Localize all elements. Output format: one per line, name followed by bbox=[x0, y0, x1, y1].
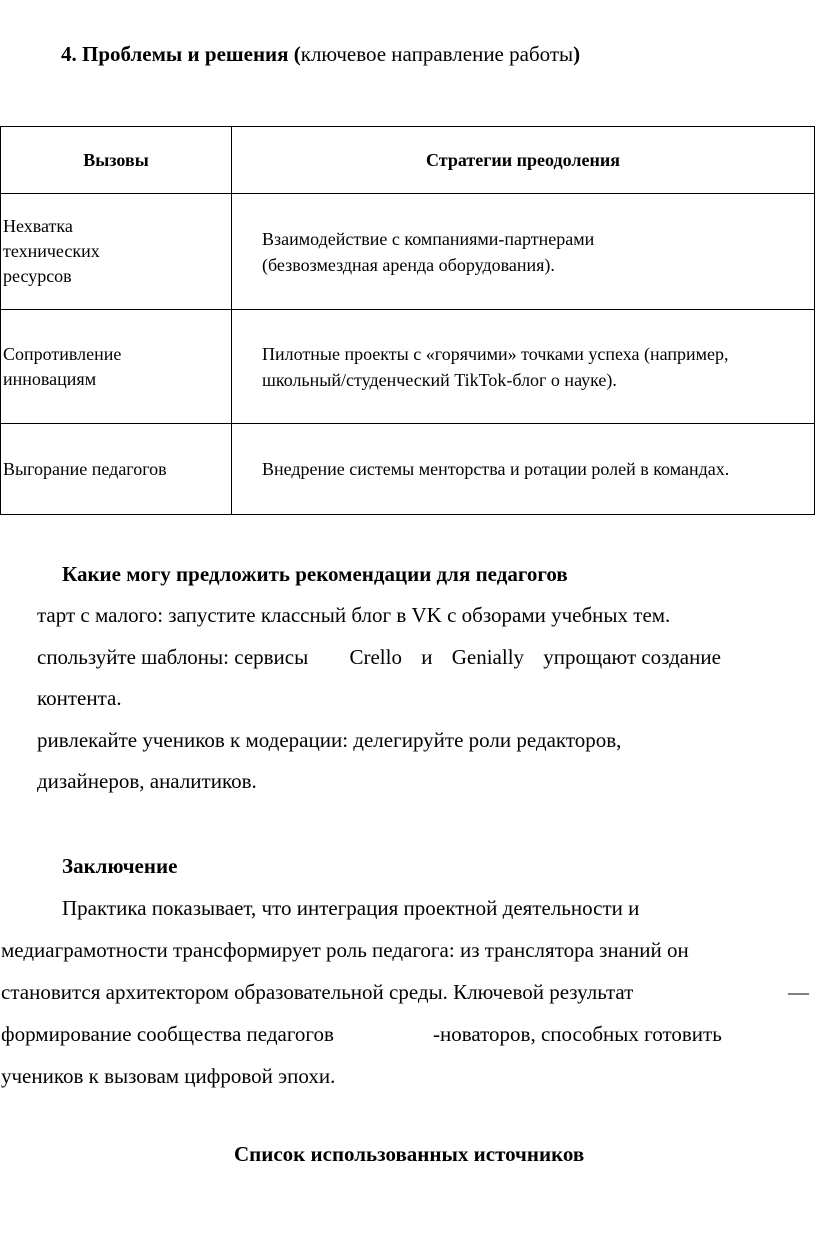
crello-name: Crello bbox=[349, 645, 402, 669]
challenge-text: Выгорание педагогов bbox=[3, 458, 167, 479]
strategy-text: Пилотные проекты с «горячими» точками успеха (например, школьный/студенческий TikTok-блог о науке). bbox=[262, 343, 729, 390]
table-row bbox=[1, 310, 815, 424]
section-heading-subtitle: ключевое направление работы bbox=[300, 42, 574, 66]
strategy-cell bbox=[232, 194, 815, 310]
conclusion-line: Практика показывает, что интеграция проектной деятельности и bbox=[62, 896, 640, 920]
section-heading-close: ) bbox=[573, 42, 581, 66]
challenge-text: Сопротивление инновациям bbox=[3, 343, 122, 389]
table-row bbox=[1, 194, 815, 310]
strategy-cell bbox=[232, 424, 815, 515]
header-challenges: Вызовы bbox=[1, 127, 232, 194]
recommendation-line: ривлекайте учеников к модерации: делегируйте роли редакторов, bbox=[37, 728, 622, 752]
conclusion-line: учеников к вызовам цифровой эпохи. bbox=[1, 1064, 336, 1088]
genially-name: Genially bbox=[451, 645, 525, 669]
strategy-text: Взаимодействие с компаниями-партнерами (безвозмездная аренда оборудования). bbox=[262, 228, 595, 275]
recommendation-line bbox=[37, 636, 721, 678]
recommendation-line: контента. bbox=[37, 686, 122, 710]
recommendation-line: дизайнеров, аналитиков. bbox=[37, 769, 257, 793]
challenges-table bbox=[0, 126, 815, 515]
section-heading bbox=[61, 42, 580, 67]
table-header-row bbox=[1, 127, 815, 194]
recommendations-title: Какие могу предложить рекомендации для педагогов bbox=[62, 562, 568, 586]
recommendation-text: спользуйте шаблоны: сервисы bbox=[37, 645, 309, 669]
conclusion-line: -новаторов, способных готовить bbox=[433, 1022, 722, 1046]
recommendation-line: тарт с малого: запустите классный блог в VK с обзорами учебных тем. bbox=[37, 603, 671, 627]
challenge-cell bbox=[1, 310, 232, 424]
recommendation-text: упрощают создание bbox=[543, 645, 721, 669]
conclusion-line: формирование сообщества педагогов bbox=[1, 1022, 334, 1046]
strategy-text: Внедрение системы менторства и ротации ролей в командах. bbox=[262, 459, 730, 479]
strategy-cell bbox=[232, 310, 815, 424]
challenge-cell bbox=[1, 424, 232, 515]
recommendation-text: и bbox=[421, 645, 433, 669]
table-row bbox=[1, 424, 815, 515]
sources-title: Список использованных источников bbox=[234, 1142, 585, 1166]
conclusion-line: медиаграмотности трансформирует роль педагога: из транслятора знаний он bbox=[1, 938, 689, 962]
challenge-cell bbox=[1, 194, 232, 310]
conclusion-line: становится архитектором образовательной среды. Ключевой результат bbox=[1, 980, 634, 1004]
header-strategies: Стратегии преодоления bbox=[232, 127, 815, 194]
em-dash: — bbox=[788, 980, 809, 1004]
challenge-text: Нехватка технических ресурсов bbox=[3, 216, 100, 286]
section-heading-number: 4. Проблемы и решения ( bbox=[61, 42, 301, 66]
conclusion-title: Заключение bbox=[62, 854, 178, 878]
